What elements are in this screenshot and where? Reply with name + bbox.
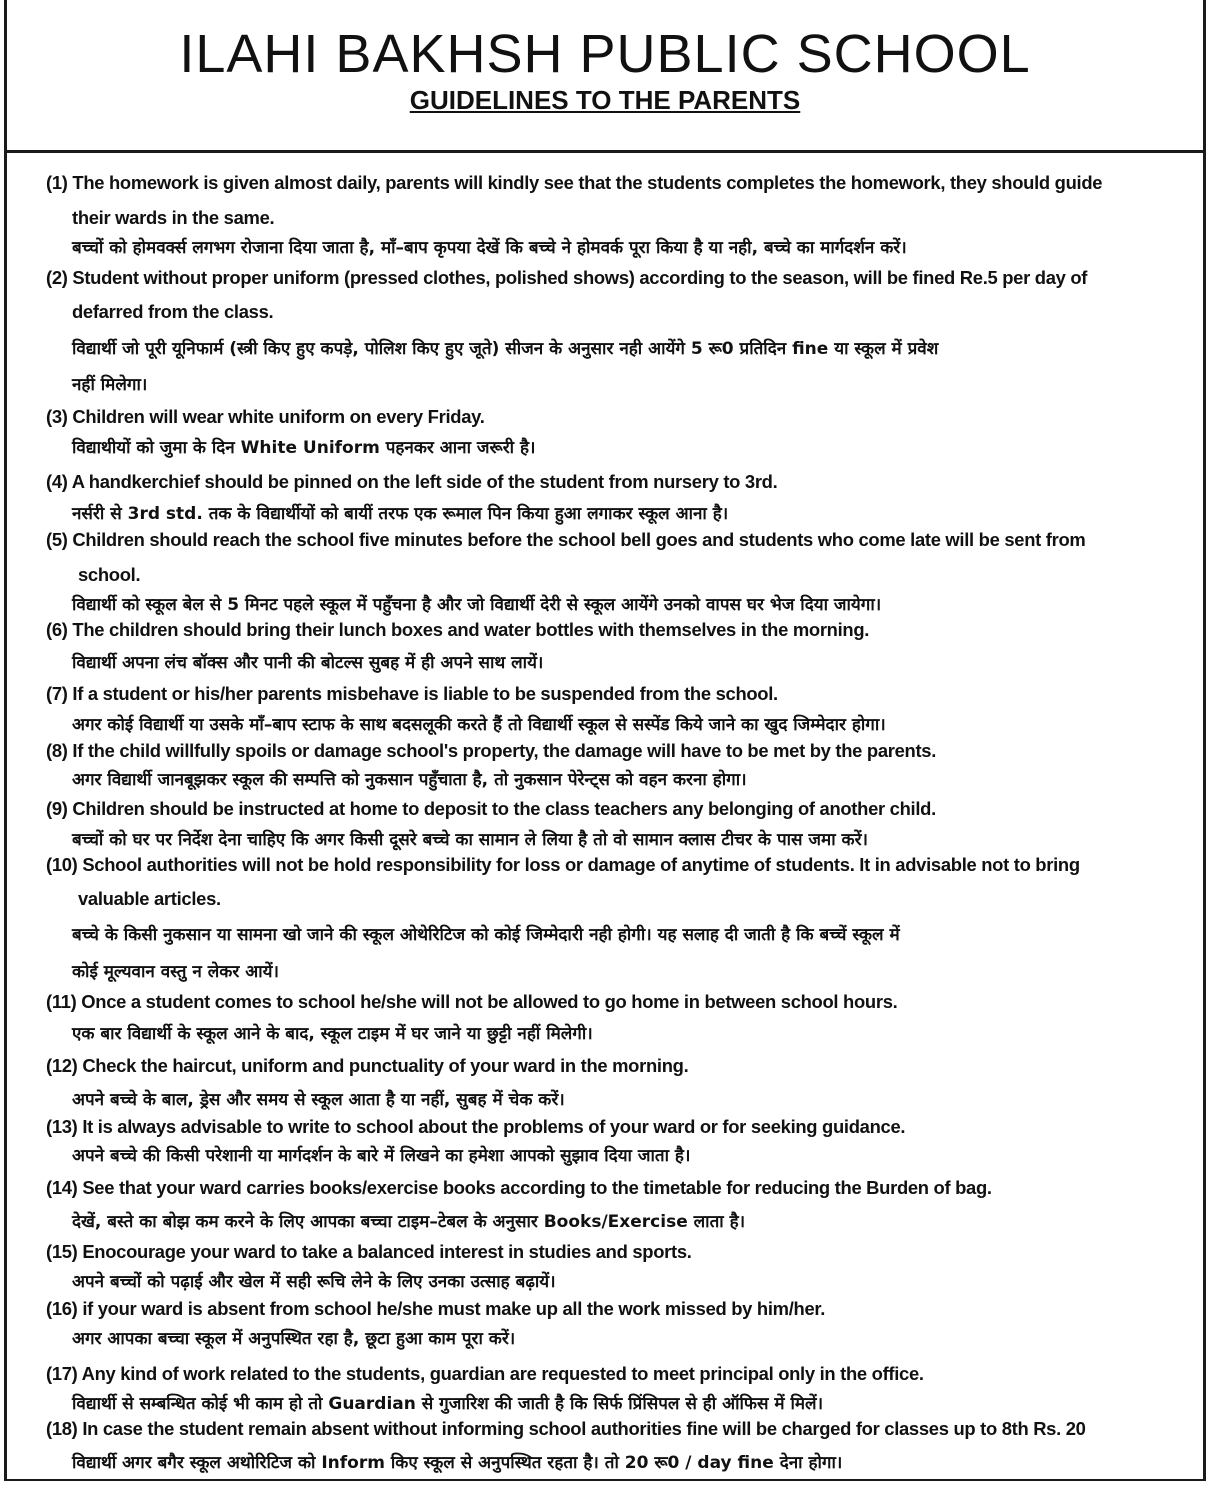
guideline-13-hindi-line-1: अपने बच्चे की किसी परेशानी या मार्गदर्शन के बारे में लिखने का हमेशा आपको सुझाव दिया जाता है। <box>72 1146 691 1166</box>
guideline-2-english-line-2: defarred from the class. <box>72 301 274 322</box>
guideline-10-english-line-2: valuable articles. <box>78 888 221 909</box>
guideline-15-english-line-1: (15) Enocourage your ward to take a balanced interest in studies and sports. <box>46 1241 692 1262</box>
guideline-10-hindi-line-1: बच्चे के किसी नुकसान या सामना खो जाने की स्कूल ओथेरिटिज को कोई जिम्मेदारी नही होगी। यह सलाह दी जाती है कि बच्चें स्कूल में <box>72 925 900 945</box>
guideline-1-english-line-2: their wards in the same. <box>72 207 275 228</box>
guideline-16-english-line-1: (16) if your ward is absent from school he/she must make up all the work missed by him/her. <box>46 1298 826 1319</box>
guideline-4-english-line-1: (4) A handkerchief should be pinned on the left side of the student from nursery to 3rd. <box>46 471 778 492</box>
guideline-11-english-line-1: (11) Once a student comes to school he/she will not be allowed to go home in between school hours. <box>46 991 898 1012</box>
guideline-9-hindi-line-1: बच्चों को घर पर निर्देश देना चाहिए कि अगर किसी दूसरे बच्चे का सामान ले लिया है तो वो सामान क्लास टीचर के पास जमा करें। <box>72 830 868 850</box>
guideline-8-hindi-line-1: अगर विद्यार्थी जानबूझकर स्कूल की सम्पत्ति को नुकसान पहुँचाता है, तो नुकसान पेरेन्ट्स को वहन करना होगा। <box>72 770 747 790</box>
guideline-6-english-line-1: (6) The children should bring their lunch boxes and water bottles with themselves in the morning. <box>46 619 870 640</box>
guideline-17-hindi-line-1: विद्यार्थी से सम्बन्धित कोई भी काम हो तो Guardian से गुजारिश की जाती है कि सिर्फ प्रिंसिपल से ही ऑफिस में मिलें। <box>72 1394 824 1414</box>
guideline-18-english-line-1: (18) In case the student remain absent without informing school authorities fine will be charged for classes up to 8th Rs. 20 <box>46 1418 1086 1439</box>
guideline-3-hindi-line-1: विद्याथीयों को जुमा के दिन White Uniform पहनकर आना जरूरी है। <box>72 438 536 458</box>
guideline-9-english-line-1: (9) Children should be instructed at home to deposit to the class teachers any belonging of another child. <box>46 798 936 819</box>
guideline-7-hindi-line-1: अगर कोई विद्यार्थी या उसके माँ–बाप स्टाफ के साथ बदसलूकी करते हैं तो विद्यार्थी स्कूल से सस्पेंड किये जाने का खुद जिम्मेदार होगा। <box>72 715 886 735</box>
guideline-16-hindi-line-1: अगर आपका बच्चा स्कूल में अनुपस्थित रहा है, छूटा हुआ काम पूरा करें। <box>72 1329 516 1349</box>
guideline-10-hindi-line-2: कोई मूल्यवान वस्तु न लेकर आयें। <box>72 962 279 982</box>
guideline-13-english-line-1: (13) It is always advisable to write to school about the problems of your ward or for seeking guidance. <box>46 1116 906 1137</box>
guideline-17-english-line-1: (17) Any kind of work related to the students, guardian are requested to meet principal only in the office. <box>46 1363 924 1384</box>
guideline-6-hindi-line-1: विद्यार्थी अपना लंच बॉक्स और पानी की बोटल्स सुबह में ही अपने साथ लायें। <box>72 653 544 673</box>
guideline-1-english-line-1: (1) The homework is given almost daily, parents will kindly see that the students completes the homework, they should guide <box>46 172 1103 193</box>
guideline-10-english-line-1: (10) School authorities will not be hold responsibility for loss or damage of anytime of students. It in advisable not to bring <box>46 854 1080 875</box>
guideline-2-hindi-line-1: विद्यार्थी जो पूरी यूनिफार्म (स्त्री किए हुए कपड़े, पोलिश किए हुए जूते) सीजन के अनुसार नही आयेंगे 5 रू0 प्रतिदिन fine या स्कूल में प्रवेश <box>72 339 939 359</box>
guideline-14-english-line-1: (14) See that your ward carries books/exercise books according to the timetable for reducing the Burden of bag. <box>46 1177 992 1198</box>
guideline-2-hindi-line-2: नहीं मिलेगा। <box>72 375 148 395</box>
guideline-11-hindi-line-1: एक बार विद्यार्थी के स्कूल आने के बाद, स्कूल टाइम में घर जाने या छुट्टी नहीं मिलेगी। <box>72 1024 593 1044</box>
guideline-15-hindi-line-1: अपने बच्चों को पढ़ाई और खेल में सही रूचि लेने के लिए उनका उत्साह बढ़ायें। <box>72 1272 556 1292</box>
document-subtitle: GUIDELINES TO THE PARENTS <box>409 85 801 115</box>
guideline-4-hindi-line-1: नर्सरी से 3rd std. तक के विद्यार्थीयों को बायीं तरफ एक रूमाल पिन किया हुआ लगाकर स्कूल आना है। <box>72 504 729 524</box>
guideline-3-english-line-1: (3) Children will wear white uniform on every Friday. <box>46 406 485 427</box>
guideline-7-english-line-1: (7) If a student or his/her parents misbehave is liable to be suspended from the school. <box>46 683 778 704</box>
guideline-18-hindi-line-1: विद्यार्थी अगर बगैर स्कूल अथोरिटिज को Inform किए स्कूल से अनुपस्थित रहता है। तो 20 रू0 / day fine देना होगा। <box>72 1453 843 1473</box>
guideline-12-hindi-line-1: अपने बच्चे के बाल, ड्रेस और समय से स्कूल आता है या नहीं, सुबह में चेक करें। <box>72 1090 565 1110</box>
guideline-5-english-line-1: (5) Children should reach the school five minutes before the school bell goes and students who come late will be sent from <box>46 529 1086 550</box>
school-name: ILAHI BAKHSH PUBLIC SCHOOL <box>179 24 1031 84</box>
guideline-5-english-line-2: school. <box>78 564 141 585</box>
guideline-8-english-line-1: (8) If the child willfully spoils or damage school's property, the damage will have to be met by the parents. <box>46 740 937 761</box>
guideline-14-hindi-line-1: देखें, बस्ते का बोझ कम करने के लिए आपका बच्चा टाइम–टेबल के अनुसार Books/Exercise लाता है। <box>72 1212 746 1232</box>
guideline-5-hindi-line-1: विद्यार्थी को स्कूल बेल से 5 मिनट पहले स्कूल में पहुँचना है और जो विद्यार्थी देरी से स्कूल आयेंगे उनको वापस घर भेज दिया जायेगा। <box>72 595 882 615</box>
guideline-2-english-line-1: (2) Student without proper uniform (pressed clothes, polished shows) according to the season, will be fined Re.5 per day of <box>46 267 1088 288</box>
guideline-1-hindi-line-1: बच्चों को होमवर्क्स लगभग रोजाना दिया जाता है, माँ–बाप कृपया देखें कि बच्चे ने होमवर्क पूरा किया है या नही, बच्चे का मार्गदर्शन करें। <box>72 238 907 258</box>
guideline-12-english-line-1: (12) Check the haircut, uniform and punctuality of your ward in the morning. <box>46 1055 689 1076</box>
